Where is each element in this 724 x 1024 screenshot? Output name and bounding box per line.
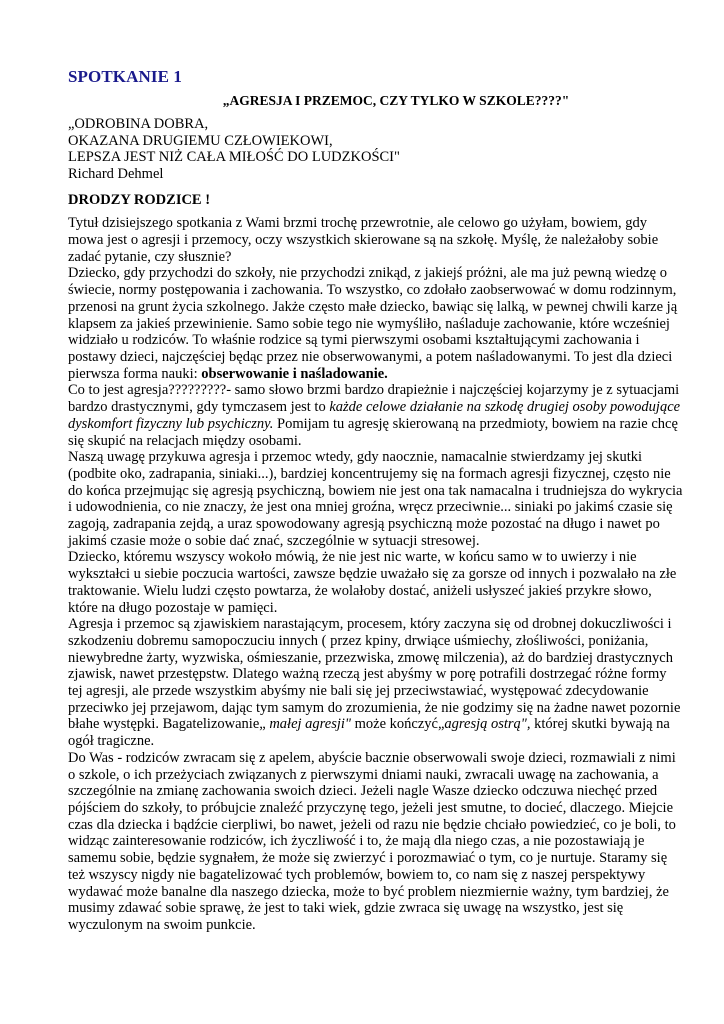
paragraph-6-text-end: której skutki bywają na ogół tragiczne. xyxy=(68,716,670,750)
agresja-definition: każde celowe działanie na szkodę drugiej osoby powodujące dyskomfort fizyczny lub psychiczny. xyxy=(68,399,681,432)
quote-line: „ODROBINA DOBRA, xyxy=(68,116,209,132)
paragraph-6-text: Agresja i przemoc są zjawiskiem narastającym, procesem, który zaczyna się od drobnej dokuczliwości i szkodzeniu dobremu samopoczuciu innych ( przez kpiny, drwiące uśmiechy, złośliwości, poniżania, niewybredne żarty, wyzwiska, ośmieszanie, przezwiska, zmowę milczenia), aż do bardziej drastycznych zjawisk, nawet przestępstw. Dlatego ważną rzeczą jest abyśmy w porę potrafili dostrzegać różne formy tej agresji, ale przede wszystkim abyśmy nie bali się jej przeciwstawiać, występować zdecydowanie przeciwko jej przejawom, dając tym samym do zrozumienia, że nie godzimy się na żadne nawet pozornie błahe występki. Bagatelizowanie„ xyxy=(68,616,681,733)
paragraph-5: Dziecko, któremu wszyscy wokoło mówią, że nie jest nic warte, w końcu samo w to uwierzy i nie wykształci u siebie poczucia wartości, zawsze będzie uważało się za gorsze od innych i pozwalało na złe traktowanie. Wielu ludzi często powtarza, że wolałoby dostać, aniżeli usłyszeć jakieś przykre słowo, które na długo pozostaje w pamięci. xyxy=(68,549,677,616)
epigraph-quote xyxy=(68,116,684,182)
body-text xyxy=(68,215,684,933)
paragraph-6 xyxy=(68,616,684,750)
paragraph-2-emphasis: obserwowanie i naśladowanie. xyxy=(201,365,388,382)
quote-author: Richard Dehmel xyxy=(68,165,164,182)
document-title: SPOTKANIE 1 xyxy=(68,67,182,86)
paragraph-3 xyxy=(68,382,684,449)
paragraph-3-text: Co to jest agresja?????????- samo słowo brzmi bardzo drapieżnie i najczęściej kojarzymy je z sytuacjami bardzo drastycznymi, gdy tymczasem jest to xyxy=(68,382,680,416)
document-subtitle: „AGRESJA I PRZEMOC, CZY TYLKO W SZKOLE????" xyxy=(222,93,570,108)
paragraph-3-text-end: Pomijam tu agresję skierowaną na przedmioty, bowiem na razie chcę się skupić na relacjach między osobami. xyxy=(68,415,678,449)
paragraph-6-italic-1: małej agresji" xyxy=(269,716,351,733)
paragraph-6-italic-2: agresją ostrą", xyxy=(444,716,531,733)
greeting-heading: DRODZY RODZICE ! xyxy=(68,192,211,209)
paragraph-4: Naszą uwagę przykuwa agresja i przemoc wtedy, gdy naocznie, namacalnie stwierdzamy jej skutki (podbite oko, zadrapania, siniaki...), bardziej koncentrujemy się na formach agresji fizycznej, często nie do końca przejmując się agresją psychiczną, bowiem nie jest ona tak namacalna i trudniejsza do wykrycia i udowodnienia, co nie znaczy, że jest ona mniej groźna, wręcz przeciwnie... siniaki po jakimś czasie się zagoją, zadrapania zejdą, a uraz spowodowany agresją psychiczną może pozostać na długo i nawet po jakimś czasie może o sobie dać znać, szczególnie w sytuacji stresowej. xyxy=(68,449,683,549)
quote-line: OKAZANA DRUGIEMU CZŁOWIEKOWI, xyxy=(68,132,333,149)
paragraph-2-text: Dziecko, gdy przychodzi do szkoły, nie przychodzi znikąd, z jakiejś próżni, ale ma już pewną wiedzę o świecie, normy postępowania i zachowania. To wszystko, co zdołało zaobserwować w domu rodzinnym, przenosi na grunt życia szkolnego. Jakże często małe dziecko, bawiąc się lalką, w pewnej chwili karze ją klapsem za jakieś przewinienie. Samo sobie tego nie wymyśliło, naśladuje zachowanie, które wcześniej widziało u rodziców. To właśnie rodzice są tymi pierwszymi osobami kształtującymi zachowania i postawy dzieci, najczęściej będąc przez nie obserwowanymi, a potem naśladowanymi. To jest dla dzieci pierwsza forma nauki: xyxy=(68,265,678,382)
paragraph-6-text-2: może kończyć„ xyxy=(351,716,445,733)
quote-line: LEPSZA JEST NIŻ CAŁA MIŁOŚĆ DO LUDZKOŚCI" xyxy=(68,149,400,166)
paragraph-7: Do Was - rodziców zwracam się z apelem, abyście bacznie obserwowali swoje dzieci, rozmawiali z nimi o szkole, o ich przeżyciach związanych z pierwszymi dniami nauki, zwracali uwagę na zachowania, a szczególnie na zmianę zachowania swoich dzieci. Jeżeli nagle Wasze dziecko odczuwa niechęć przed pójściem do szkoły, to próbujcie znaleźć przyczynę tego, jeżeli jest smutne, to docieć, dlaczego. Miejcie czas dla dziecka i bądźcie cierpliwi, bo nawet, jeżeli od razu nie będzie chciało powiedzieć, co je boli, to widząc zainteresowanie rodziców, ich życzliwość i to, że mają dla niego czas, a nie pozostawiają je samemu sobie, będzie sygnałem, że może się zwierzyć i porozmawiać o tym, co je nurtuje. Staramy się też wszyscy nigdy nie bagatelizować tych problemów, bowiem to, co nam się z naszej perspektywy wydawać może banalne dla naszego dziecka, może to być problem niezmiernie ważny, tym bardziej, że musimy zdawać sobie sprawę, że jest to taki wiek, gdzie zwraca się uwagę na wszystko, jest się wyczulonym na swoim punkcie. xyxy=(68,749,676,933)
paragraph-1: Tytuł dzisiejszego spotkania z Wami brzmi trochę przewrotnie, ale celowo go użyłam, bowiem, gdy mowa jest o agresji i przemocy, oczy wszystkich skierowane są na szkołę. Myślę, że należałoby sobie zadać pytanie, czy słusznie? xyxy=(68,215,659,265)
paragraph-2 xyxy=(68,265,684,382)
